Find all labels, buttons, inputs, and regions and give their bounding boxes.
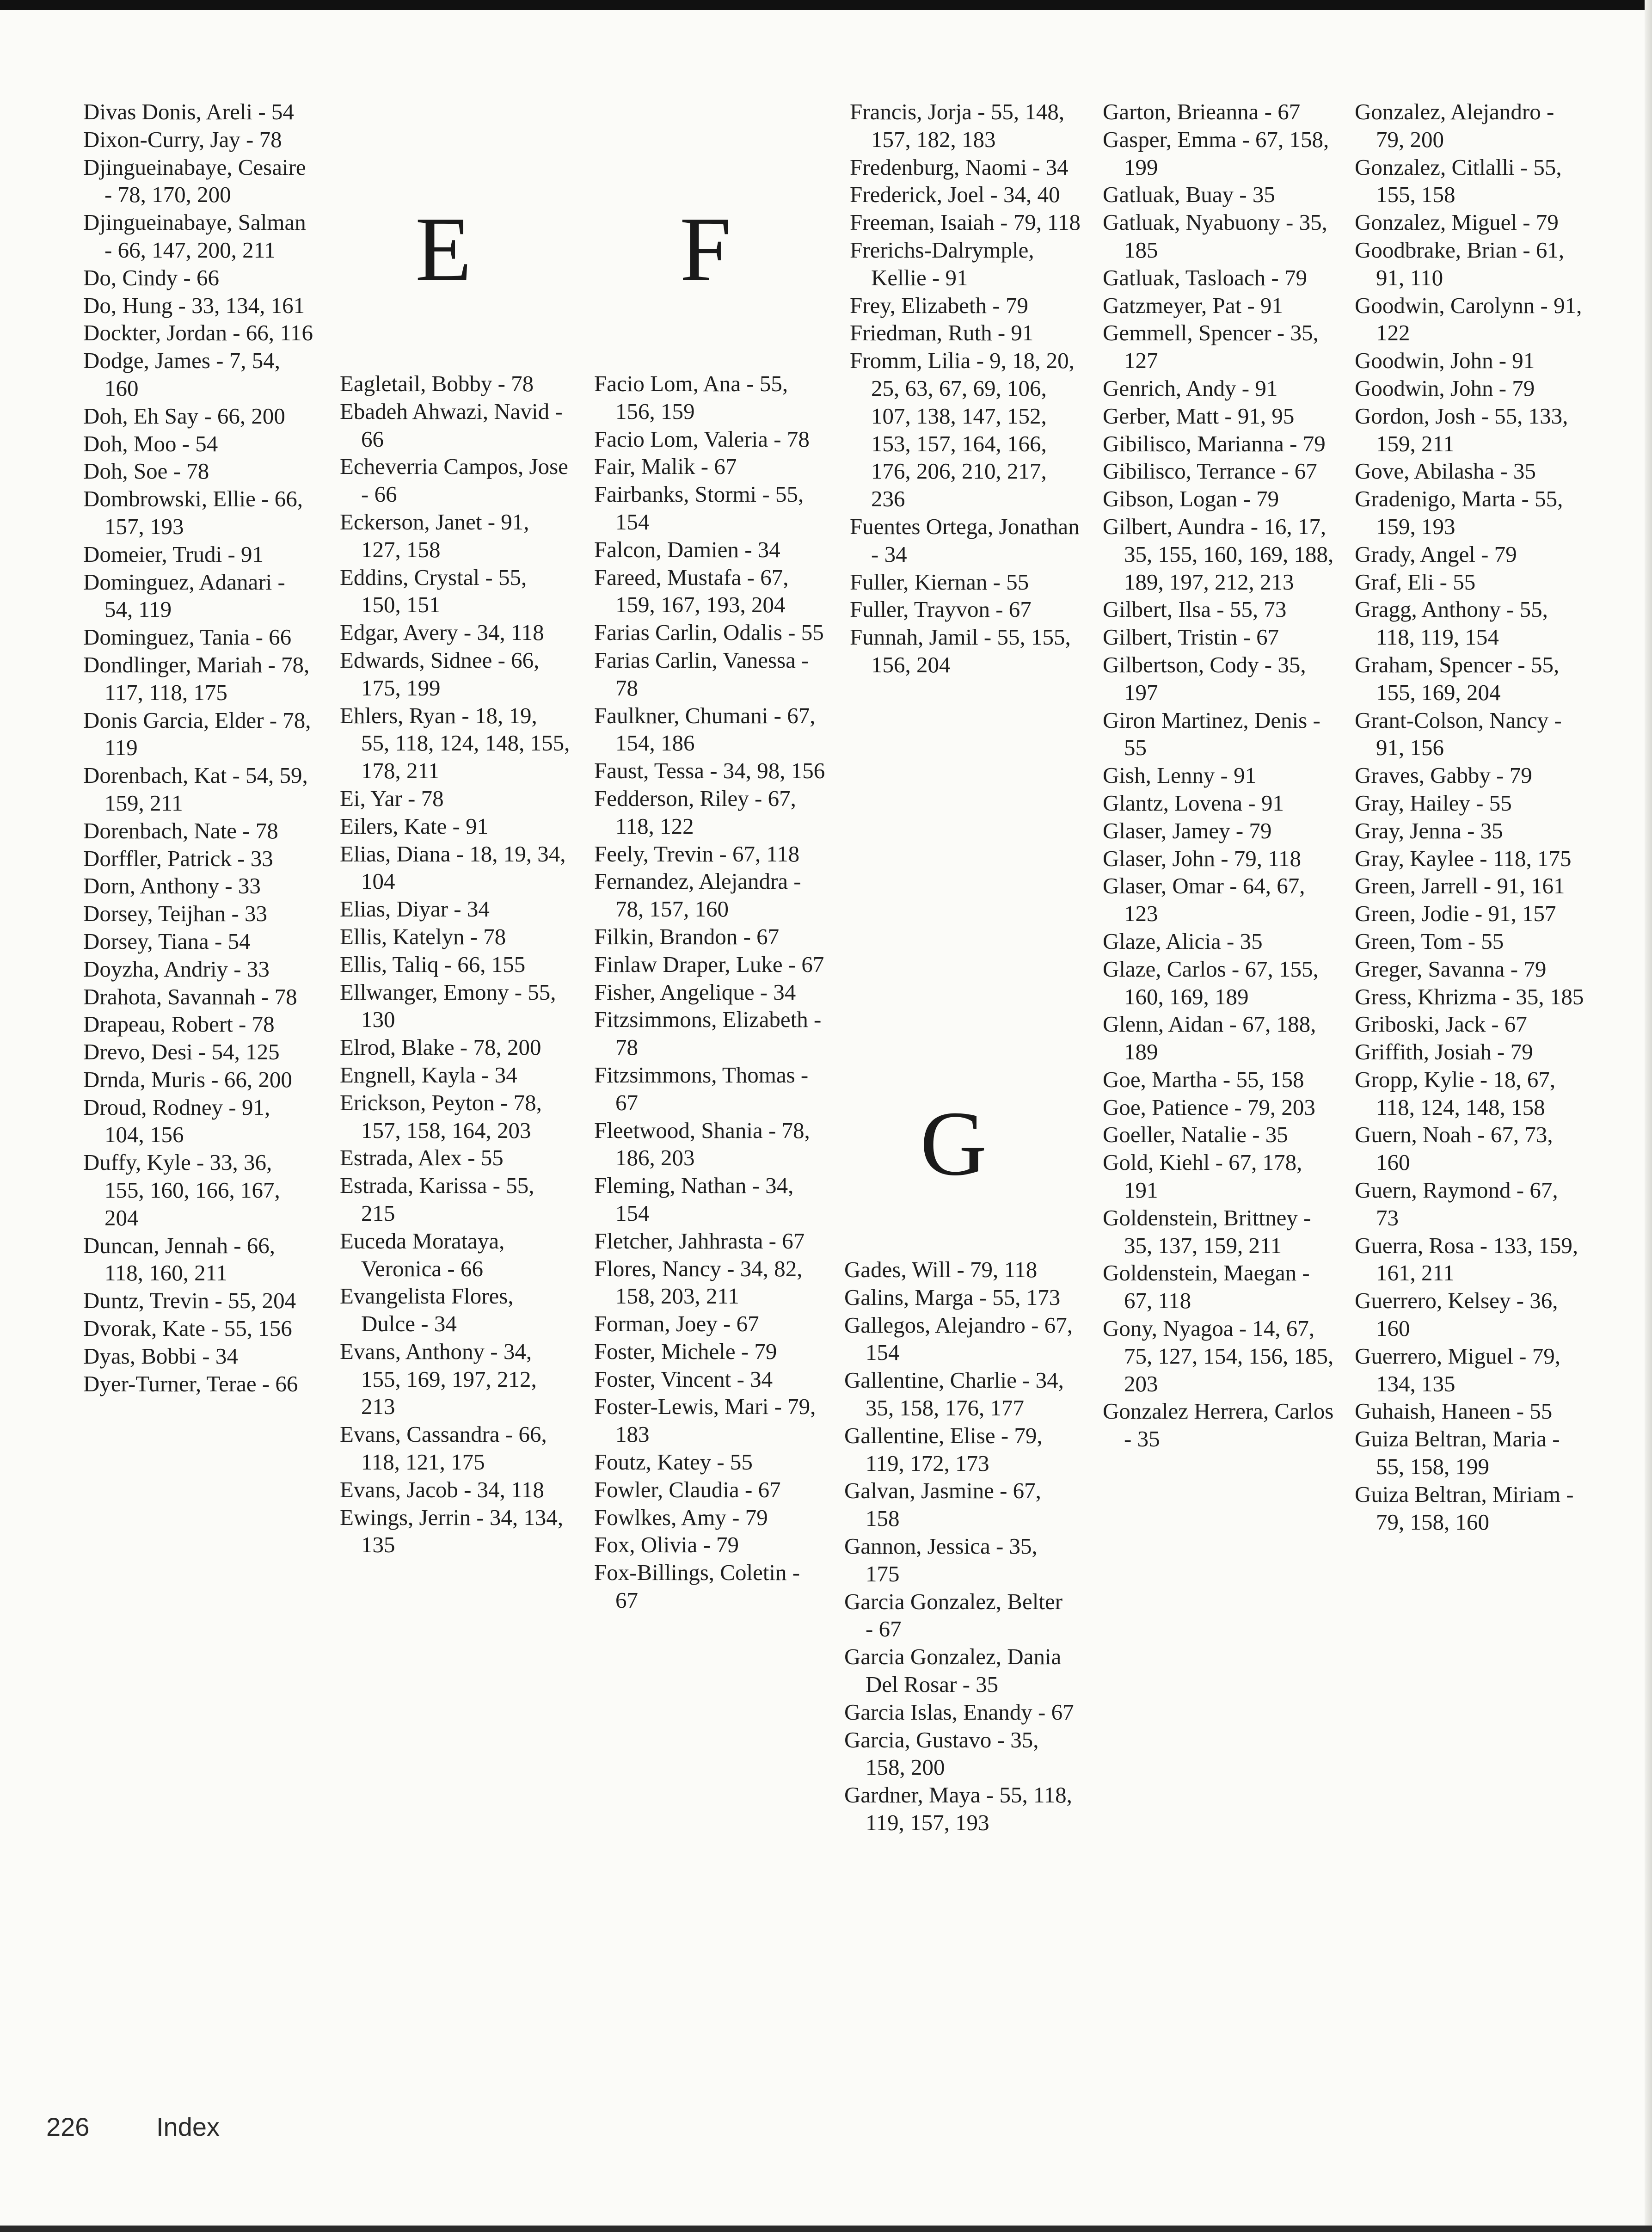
index-entry: Goldenstein, Maegan - 67, 118: [1103, 1260, 1310, 1314]
index-entry: Glantz, Lovena - 91: [1103, 790, 1284, 816]
index-entry: Gropp, Kylie - 18, 67, 118, 124, 148, 158: [1355, 1066, 1556, 1120]
index-entry: Duffy, Kyle - 33, 36, 155, 160, 166, 167, 204: [83, 1150, 280, 1230]
index-entry: Gonzalez, Alejandro - 79, 200: [1355, 99, 1554, 152]
index-entry: Gannon, Jessica - 35, 175: [844, 1533, 1038, 1586]
index-entry: Gray, Kaylee - 118, 175: [1355, 845, 1572, 871]
index-entry: Fedderson, Riley - 67, 118, 122: [594, 785, 796, 839]
index-entry: Gilbert, Tristin - 67: [1103, 624, 1279, 650]
index-entry: Gradenigo, Marta - 55, 159, 193: [1355, 486, 1563, 539]
index-entry: Engnell, Kayla - 34: [340, 1062, 517, 1088]
index-entry: Guern, Raymond - 67, 73: [1355, 1177, 1558, 1230]
index-entry: Faust, Tessa - 34, 98, 156: [594, 758, 825, 784]
index-entry: Foutz, Katey - 55: [594, 1449, 753, 1475]
index-entry: Guerra, Rosa - 133, 159, 161, 211: [1355, 1232, 1578, 1286]
index-entry: Ei, Yar - 78: [340, 785, 444, 811]
index-entry: Green, Jodie - 91, 157: [1355, 901, 1556, 927]
index-entry: Genrich, Andy - 91: [1103, 375, 1278, 401]
index-entry: Donis Garcia, Elder - 78, 119: [83, 707, 311, 761]
index-entry: Glaser, Jamey - 79: [1103, 818, 1272, 843]
page-binding-edge: [1645, 0, 1652, 2232]
bottom-edge-bar: [0, 2226, 1652, 2232]
index-entry: Forman, Joey - 67: [594, 1311, 759, 1337]
index-entry: Gilbert, Ilsa - 55, 73: [1103, 596, 1287, 622]
index-entry: Frerichs-Dalrymple, Kellie - 91: [850, 237, 1034, 290]
index-entry: Fuller, Trayvon - 67: [850, 596, 1032, 622]
index-entry: Dyas, Bobbi - 34: [83, 1343, 238, 1369]
index-entry: Drnda, Muris - 66, 200: [83, 1066, 292, 1092]
index-entry: Gilbertson, Cody - 35, 197: [1103, 652, 1306, 705]
index-entry: Griffith, Josiah - 79: [1355, 1039, 1533, 1065]
index-entry: Ellis, Taliq - 66, 155: [340, 951, 526, 977]
index-entry: Gasper, Emma - 67, 158, 199: [1103, 126, 1329, 180]
index-entry: Gibilisco, Terrance - 67: [1103, 458, 1317, 484]
page-number: 226: [46, 2112, 90, 2141]
index-entry: Doyzha, Andriy - 33: [83, 956, 270, 982]
index-entry: Droud, Rodney - 91, 104, 156: [83, 1094, 270, 1148]
index-entry: Dorenbach, Nate - 78: [83, 818, 278, 843]
index-entry: Echeverria Campos, Jose - 66: [340, 454, 568, 507]
index-entry: Garton, Brieanna - 67: [1103, 99, 1301, 124]
index-entry: Drapeau, Robert - 78: [83, 1011, 275, 1037]
index-entry: Elias, Diana - 18, 19, 34, 104: [340, 841, 566, 894]
index-entry: Farias Carlin, Odalis - 55: [594, 620, 824, 646]
index-entry: Gony, Nyagoa - 14, 67, 75, 127, 154, 156, 185, 203: [1103, 1316, 1334, 1396]
index-entry: Edgar, Avery - 34, 118: [340, 620, 544, 646]
index-entry: Giron Martinez, Denis - 55: [1103, 707, 1320, 761]
index-column-6: [1355, 98, 1586, 1536]
section-letter-e: E: [415, 198, 472, 301]
index-entry: Filkin, Brandon - 67: [594, 923, 780, 949]
index-entry: Divas Donis, Areli - 54: [83, 99, 294, 124]
index-entry: Fromm, Lilia - 9, 18, 20, 25, 63, 67, 69, 106, 107, 138, 147, 152, 153, 157, 164, 166, 176, 206, 210, 217, 236: [850, 348, 1075, 512]
index-entry: Estrada, Alex - 55: [340, 1145, 504, 1171]
index-entry: Grady, Angel - 79: [1355, 541, 1517, 567]
index-entry: Flores, Nancy - 34, 82, 158, 203, 211: [594, 1255, 803, 1309]
index-entry: Doh, Soe - 78: [83, 458, 209, 484]
index-entry: Estrada, Karissa - 55, 215: [340, 1173, 534, 1226]
index-entry: Galins, Marga - 55, 173: [844, 1284, 1061, 1310]
section-letter-g: G: [920, 1093, 987, 1195]
index-entry: Fitzsimmons, Elizabeth - 78: [594, 1007, 822, 1060]
index-entry: Gress, Khrizma - 35, 185: [1355, 984, 1584, 1009]
index-entry: Gragg, Anthony - 55, 118, 119, 154: [1355, 596, 1548, 650]
index-entry: Fleming, Nathan - 34, 154: [594, 1173, 794, 1226]
index-entry: Gardner, Maya - 55, 118, 119, 157, 193: [844, 1782, 1072, 1835]
index-entry: Fitzsimmons, Thomas - 67: [594, 1062, 809, 1115]
index-entry: Euceda Morataya, Veronica - 66: [340, 1228, 505, 1281]
index-entry: Guiza Beltran, Maria - 55, 158, 199: [1355, 1426, 1560, 1480]
index-entry: Goldenstein, Brittney - 35, 137, 159, 211: [1103, 1205, 1311, 1258]
index-entry: Do, Hung - 33, 134, 161: [83, 292, 305, 318]
index-entry: Farias Carlin, Vanessa - 78: [594, 647, 809, 701]
index-entry: Ebadeh Ahwazi, Navid - 66: [340, 398, 563, 452]
index-entry: Graham, Spencer - 55, 155, 169, 204: [1355, 652, 1560, 705]
index-entry: Fleetwood, Shania - 78, 186, 203: [594, 1117, 810, 1171]
index-entry: Feely, Trevin - 67, 118: [594, 841, 800, 867]
index-entry: Gibilisco, Marianna - 79: [1103, 430, 1326, 456]
index-entry: Fisher, Angelique - 34: [594, 979, 796, 1005]
index-entry: Goodwin, Carolynn - 91, 122: [1355, 292, 1582, 346]
index-entry: Gray, Jenna - 35: [1355, 818, 1503, 843]
index-entry: Edwards, Sidnee - 66, 175, 199: [340, 647, 540, 701]
index-entry: Garcia Gonzalez, Dania Del Rosar - 35: [844, 1644, 1062, 1697]
index-entry: Guhaish, Haneen - 55: [1355, 1398, 1553, 1424]
index-entry: Greger, Savanna - 79: [1355, 956, 1547, 982]
index-entry: Friedman, Ruth - 91: [850, 320, 1034, 346]
index-column-1: [83, 98, 314, 1397]
index-entry: Drahota, Savannah - 78: [83, 984, 297, 1009]
index-entry: Fletcher, Jahhrasta - 67: [594, 1228, 805, 1254]
index-entry: Gibson, Logan - 79: [1103, 486, 1279, 512]
index-entry: Goe, Martha - 55, 158: [1103, 1066, 1304, 1092]
index-entry: Gades, Will - 79, 118: [844, 1257, 1038, 1282]
index-entry: Francis, Jorja - 55, 148, 157, 182, 183: [850, 99, 1065, 152]
index-entry: Elrod, Blake - 78, 200: [340, 1034, 541, 1060]
index-entry: Fareed, Mustafa - 67, 159, 167, 193, 204: [594, 564, 789, 618]
index-entry: Freeman, Isaiah - 79, 118: [850, 209, 1081, 235]
index-entry: Fuller, Kiernan - 55: [850, 569, 1029, 595]
index-entry: Gray, Hailey - 55: [1355, 790, 1512, 816]
index-entry: Glaze, Carlos - 67, 155, 160, 169, 189: [1103, 956, 1319, 1009]
index-entry: Facio Lom, Ana - 55, 156, 159: [594, 371, 788, 424]
index-entry: Djingueinabaye, Salman - 66, 147, 200, 211: [83, 209, 306, 263]
index-entry: Foster, Michele - 79: [594, 1338, 777, 1364]
index-column-2: [340, 370, 571, 1559]
index-entry: Gonzalez Herrera, Carlos - 35: [1103, 1398, 1334, 1452]
index-entry: Ewings, Jerrin - 34, 134, 135: [340, 1504, 564, 1558]
index-column-4-f: [850, 98, 1081, 679]
index-entry: Galvan, Jasmine - 67, 158: [844, 1478, 1041, 1531]
index-entry: Dixon-Curry, Jay - 78: [83, 126, 282, 152]
index-entry: Fair, Malik - 67: [594, 454, 737, 480]
index-entry: Green, Jarrell - 91, 161: [1355, 873, 1565, 899]
index-entry: Evans, Anthony - 34, 155, 169, 197, 212, 213: [340, 1338, 537, 1420]
index-entry: Fredenburg, Naomi - 34: [850, 154, 1069, 180]
index-entry: Gallentine, Elise - 79, 119, 172, 173: [844, 1422, 1043, 1476]
index-entry: Dorenbach, Kat - 54, 59, 159, 211: [83, 762, 308, 816]
section-letter-f: F: [680, 198, 731, 301]
index-entry: Djingueinabaye, Cesaire - 78, 170, 200: [83, 154, 306, 208]
index-entry: Garcia, Gustavo - 35, 158, 200: [844, 1727, 1039, 1780]
index-entry: Dockter, Jordan - 66, 116: [83, 320, 313, 346]
index-entry: Frey, Elizabeth - 79: [850, 292, 1028, 318]
index-entry: Eddins, Crystal - 55, 150, 151: [340, 564, 527, 618]
index-entry: Fernandez, Alejandra - 78, 157, 160: [594, 868, 801, 922]
index-entry: Ellwanger, Emony - 55, 130: [340, 979, 556, 1033]
index-entry: Gatluak, Nyabuony - 35, 185: [1103, 209, 1327, 263]
index-entry: Falcon, Damien - 34: [594, 536, 780, 562]
index-entry: Evans, Cassandra - 66, 118, 121, 175: [340, 1421, 547, 1475]
index-entry: Gatluak, Buay - 35: [1103, 182, 1275, 208]
index-entry: Fowlkes, Amy - 79: [594, 1504, 768, 1530]
index-entry: Dvorak, Kate - 55, 156: [83, 1316, 292, 1341]
index-entry: Goodwin, John - 91: [1355, 348, 1535, 374]
index-entry: Goeller, Natalie - 35: [1103, 1122, 1288, 1148]
index-entry: Finlaw Draper, Luke - 67: [594, 951, 824, 977]
index-entry: Frederick, Joel - 34, 40: [850, 182, 1060, 208]
index-entry: Guiza Beltran, Miriam - 79, 158, 160: [1355, 1481, 1574, 1535]
index-entry: Fowler, Claudia - 67: [594, 1476, 781, 1502]
index-entry: Domeier, Trudi - 91: [83, 541, 264, 567]
index-entry: Goodwin, John - 79: [1355, 375, 1535, 401]
index-entry: Dyer-Turner, Terae - 66: [83, 1371, 298, 1396]
index-entry: Gilbert, Aundra - 16, 17, 35, 155, 160, 169, 188, 189, 197, 212, 213: [1103, 513, 1334, 595]
index-entry: Gallegos, Alejandro - 67, 154: [844, 1312, 1073, 1365]
index-entry: Guerrero, Miguel - 79, 134, 135: [1355, 1343, 1560, 1396]
index-entry: Graves, Gabby - 79: [1355, 762, 1532, 788]
index-entry: Evans, Jacob - 34, 118: [340, 1476, 544, 1502]
index-entry: Gonzalez, Miguel - 79: [1355, 209, 1559, 235]
index-entry: Glaser, John - 79, 118: [1103, 845, 1301, 871]
index-entry: Dorn, Anthony - 33: [83, 873, 261, 899]
section-label: Index: [156, 2112, 220, 2141]
index-entry: Eckerson, Janet - 91, 127, 158: [340, 509, 529, 562]
index-entry: Evangelista Flores, Dulce - 34: [340, 1283, 514, 1337]
index-entry: Foster-Lewis, Mari - 79, 183: [594, 1394, 816, 1447]
index-entry: Dominguez, Tania - 66: [83, 624, 292, 650]
index-entry: Do, Cindy - 66: [83, 264, 219, 290]
index-entry: Dodge, James - 7, 54, 160: [83, 348, 280, 401]
index-entry: Gonzalez, Citlalli - 55, 155, 158: [1355, 154, 1562, 208]
index-entry: Glaze, Alicia - 35: [1103, 928, 1263, 954]
index-entry: Dondlinger, Mariah - 78, 117, 118, 175: [83, 652, 310, 705]
index-entry: Garcia Gonzalez, Belter - 67: [844, 1588, 1063, 1642]
index-entry: Gallentine, Charlie - 34, 35, 158, 176, 177: [844, 1367, 1064, 1420]
index-entry: Doh, Moo - 54: [83, 430, 218, 456]
index-column-4-g: [844, 1256, 1075, 1837]
index-entry: Graf, Eli - 55: [1355, 569, 1476, 595]
index-entry: Grant-Colson, Nancy - 91, 156: [1355, 707, 1562, 761]
index-entry: Goodbrake, Brian - 61, 91, 110: [1355, 237, 1565, 290]
index-entry: Dorsey, Teijhan - 33: [83, 901, 268, 927]
index-entry: Guerrero, Kelsey - 36, 160: [1355, 1288, 1558, 1341]
index-entry: Drevo, Desi - 54, 125: [83, 1039, 280, 1065]
index-entry: Ehlers, Ryan - 18, 19, 55, 118, 124, 148, 155, 178, 211: [340, 702, 570, 784]
index-entry: Duncan, Jennah - 66, 118, 160, 211: [83, 1232, 276, 1286]
index-entry: Elias, Diyar - 34: [340, 896, 490, 922]
index-entry: Gold, Kiehl - 67, 178, 191: [1103, 1150, 1302, 1203]
index-entry: Glaser, Omar - 64, 67, 123: [1103, 873, 1305, 927]
index-entry: Dominguez, Adanari - 54, 119: [83, 569, 285, 622]
index-entry: Foster, Vincent - 34: [594, 1366, 773, 1392]
index-entry: Goe, Patience - 79, 203: [1103, 1094, 1315, 1120]
index-entry: Faulkner, Chumani - 67, 154, 186: [594, 702, 816, 756]
index-entry: Funnah, Jamil - 55, 155, 156, 204: [850, 624, 1071, 677]
index-entry: Gordon, Josh - 55, 133, 159, 211: [1355, 403, 1568, 456]
index-entry: Eilers, Kate - 91: [340, 813, 489, 839]
index-entry: Gemmell, Spencer - 35, 127: [1103, 320, 1319, 374]
index-entry: Duntz, Trevin - 55, 204: [83, 1288, 296, 1314]
index-entry: Dombrowski, Ellie - 66, 157, 193: [83, 486, 303, 539]
index-entry: Glenn, Aidan - 67, 188, 189: [1103, 1011, 1316, 1065]
index-entry: Green, Tom - 55: [1355, 928, 1504, 954]
index-entry: Eagletail, Bobby - 78: [340, 371, 534, 396]
index-entry: Garcia Islas, Enandy - 67: [844, 1699, 1074, 1725]
index-entry: Ellis, Katelyn - 78: [340, 923, 506, 949]
index-entry: Gove, Abilasha - 35: [1355, 458, 1536, 484]
index-entry: Fuentes Ortega, Jonathan - 34: [850, 513, 1080, 567]
index-entry: Gatzmeyer, Pat - 91: [1103, 292, 1283, 318]
index-entry: Guern, Noah - 67, 73, 160: [1355, 1122, 1553, 1175]
index-entry: Dorsey, Tiana - 54: [83, 928, 251, 954]
index-entry: Gish, Lenny - 91: [1103, 762, 1257, 788]
top-edge-bar: [0, 0, 1652, 10]
index-column-3: [594, 370, 825, 1614]
index-entry: Fox, Olivia - 79: [594, 1532, 739, 1558]
index-entry: Dorffler, Patrick - 33: [83, 845, 273, 871]
index-entry: Griboski, Jack - 67: [1355, 1011, 1527, 1037]
index-entry: Facio Lom, Valeria - 78: [594, 426, 810, 452]
index-entry: Gerber, Matt - 91, 95: [1103, 403, 1295, 429]
index-column-5: [1103, 98, 1334, 1453]
index-entry: Gatluak, Tasloach - 79: [1103, 264, 1307, 290]
index-entry: Doh, Eh Say - 66, 200: [83, 403, 285, 429]
index-entry: Erickson, Peyton - 78, 157, 158, 164, 203: [340, 1089, 542, 1143]
index-entry: Fairbanks, Stormi - 55, 154: [594, 481, 804, 535]
index-entry: Fox-Billings, Coletin - 67: [594, 1560, 800, 1613]
